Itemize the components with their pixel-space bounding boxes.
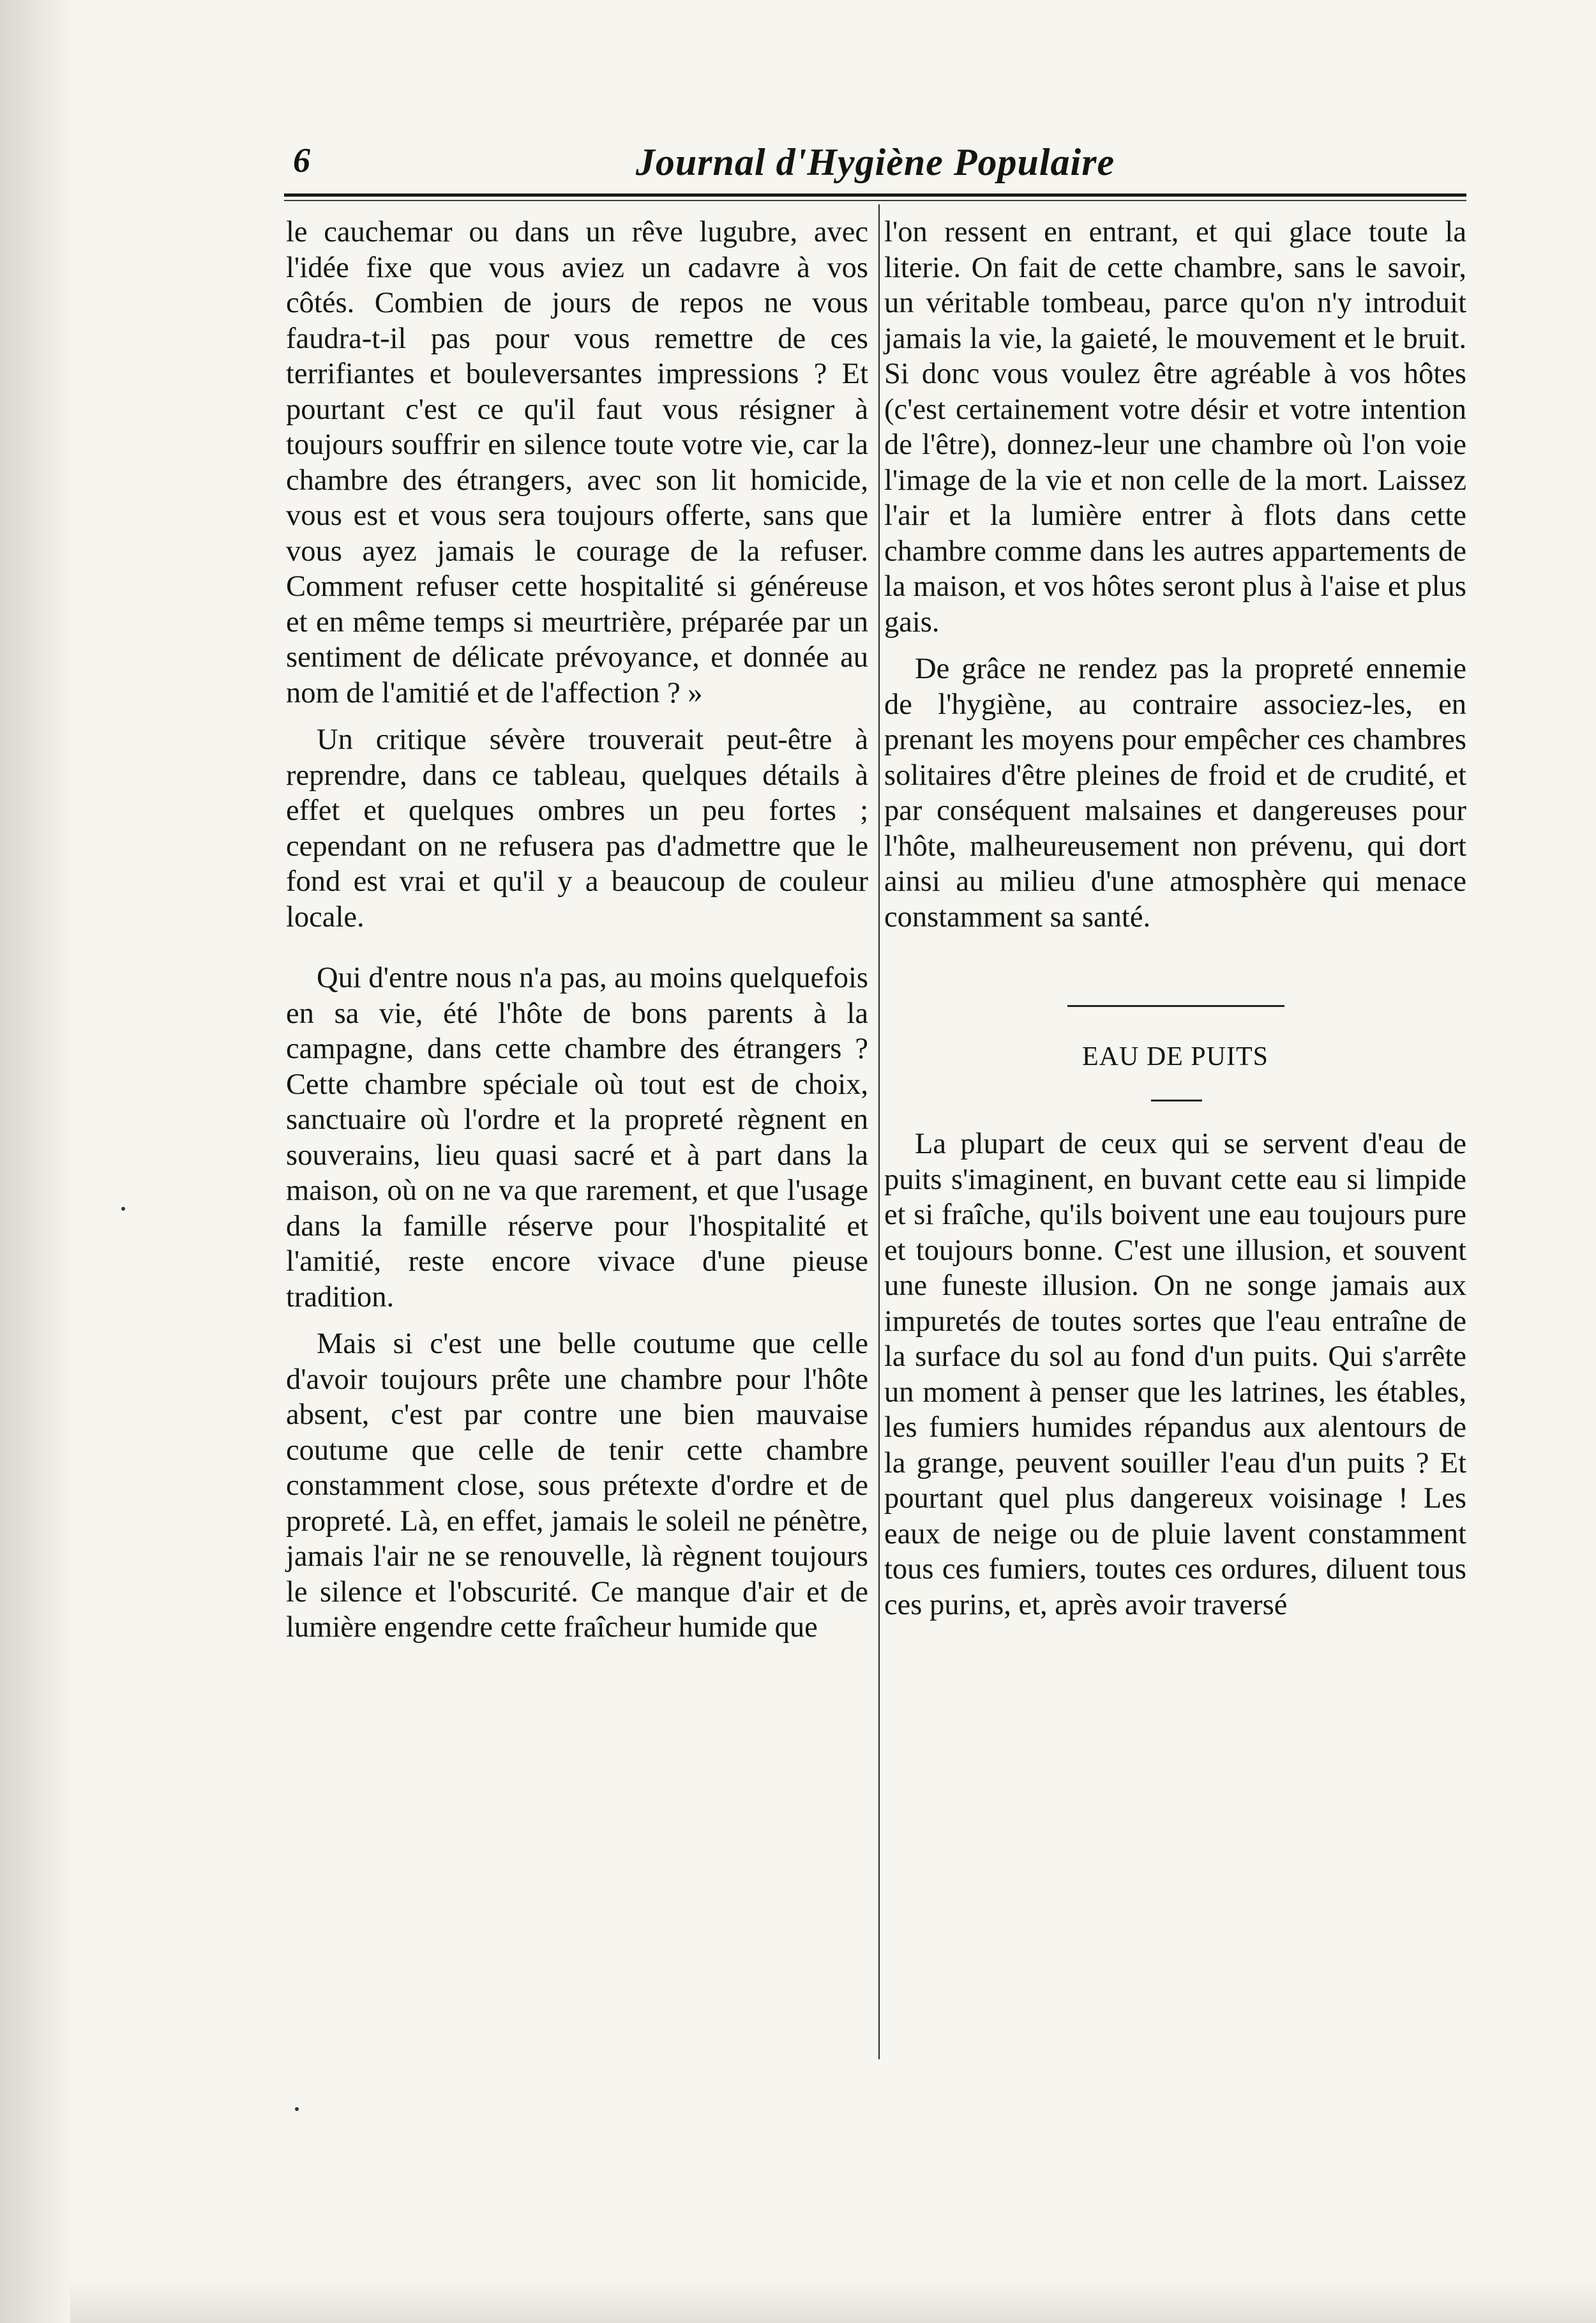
scan-shadow-left: [0, 0, 75, 2323]
scan-speck: [295, 2107, 299, 2111]
scan-speck: [121, 1207, 125, 1211]
section-rule-small: [1151, 1100, 1202, 1101]
section-heading: EAU DE PUITS: [1082, 1042, 1269, 1071]
paragraph: La plupart de ceux qui se servent d'eau de puits s'imaginent, en buvant cette eau si limpide et si fraîche, qu'ils boivent une eau toujours pure et toujours bonne. C'est une illusion, et souvent une funeste illusion. On ne songe jamais aux impuretés de toutes sortes que l'eau entraîne de la surface du sol au fond d'un puits. Qui s'arrête un moment à penser que les latrines, les étables, les fumiers humides répandus aux alentours de la grange, peuvent souiller l'eau d'un puits ? Et pourtant quel plus dangereux voisinage ! Les eaux de neige ou de pluie lavent constamment tous ces fumiers, toutes ces ordures, diluent tous ces purins, et, après avoir traversé: [884, 1128, 1466, 1621]
section-break: [884, 935, 1466, 1126]
right-column: [884, 215, 1466, 1623]
page-number: 6: [293, 141, 310, 179]
paragraph: Mais si c'est une belle coutume que celle d'avoir toujours prête une chambre pour l'hôte absent, c'est par contre une bien mauvaise coutume que celle de tenir cette chambre constamment close, sous prétexte d'ordre et de propreté. Là, en effet, jamais le soleil ne pénètre, jamais l'air ne se renouvelle, là règnent toujours le silence et l'obscurité. Ce manque d'air et de lumière engendre cette fraîcheur humide que: [286, 1328, 868, 1644]
paragraph: le cauchemar ou dans un rêve lugubre, avec l'idée fixe que vous aviez un cadavre à vos côtés. Combien de jours de repos ne vous faudra-t-il pas pour vous remettre de ces terrifiantes et bouleversantes impressions ? Et pourtant c'est ce qu'il faut vous résigner à toujours souffrir en silence toute votre vie, car la chambre des étrangers, avec son lit homicide, vous est et vous sera toujours offerte, sans que vous ayez jamais le courage de la refuser. Comment refuser cette hospitalité si généreuse et en même temps si meurtrière, préparée par un sentiment de délicate prévoyance, et donnée au nom de l'amitié et de l'affection ? »: [286, 216, 868, 709]
header-rule: [284, 193, 1466, 197]
section-rule: [1067, 1005, 1284, 1007]
left-column: [286, 215, 868, 1646]
page-header: [284, 133, 1466, 190]
paragraph: De grâce ne rendez pas la propreté ennemie de l'hygiène, au contraire associez-les, en prenant les moyens pour empêcher ces chambres solitaires d'être pleines de froid et de crudité, et par conséquent malsaines et dangereuses pour l'hôte, malheureusement non prévenu, qui dort ainsi au milieu d'une atmosphère qui menace constamment sa santé.: [884, 653, 1466, 934]
header-rule-thin: [284, 200, 1466, 201]
paragraph: l'on ressent en entrant, et qui glace toute la literie. On fait de cette chambre, sans le savoir, un véritable tombeau, parce qu'on n'y introduit jamais la vie, la gaieté, le mouvement et le bruit. Si donc vous voulez être agréable à vos hôtes (c'est certainement votre désir et votre intention de l'être), donnez-leur une chambre où l'on voie l'image de la vie et non celle de la mort. Laissez l'air et la lumière entrer à flots dans cette chambre comme dans les autres appartements de la maison, et vos hôtes seront plus à l'aise et plus gais.: [884, 216, 1466, 639]
scan-shadow-bottom: [70, 2280, 1596, 2323]
running-title: Journal d'Hygiène Populaire: [635, 141, 1115, 183]
paragraph: Qui d'entre nous n'a pas, au moins quelquefois en sa vie, été l'hôte de bons parents à la campagne, dans cette chambre des étrangers ? Cette chambre spéciale où tout est de choix, sanctuaire où l'ordre et la propreté règnent en souverains, lieu quasi sacré et à part dans la maison, où on ne va que rarement, et que l'usage dans la famille réserve pour l'hospitalité et l'amitié, reste encore vivace d'une pieuse tradition.: [286, 962, 868, 1313]
paragraph: Un critique sévère trouverait peut-être à reprendre, dans ce tableau, quelques détails à effet et quelques ombres un peu fortes ; cependant on ne refusera pas d'admettre que le fond est vrai et qu'il y a beaucoup de couleur locale.: [286, 723, 868, 934]
column-divider: [878, 204, 880, 2059]
